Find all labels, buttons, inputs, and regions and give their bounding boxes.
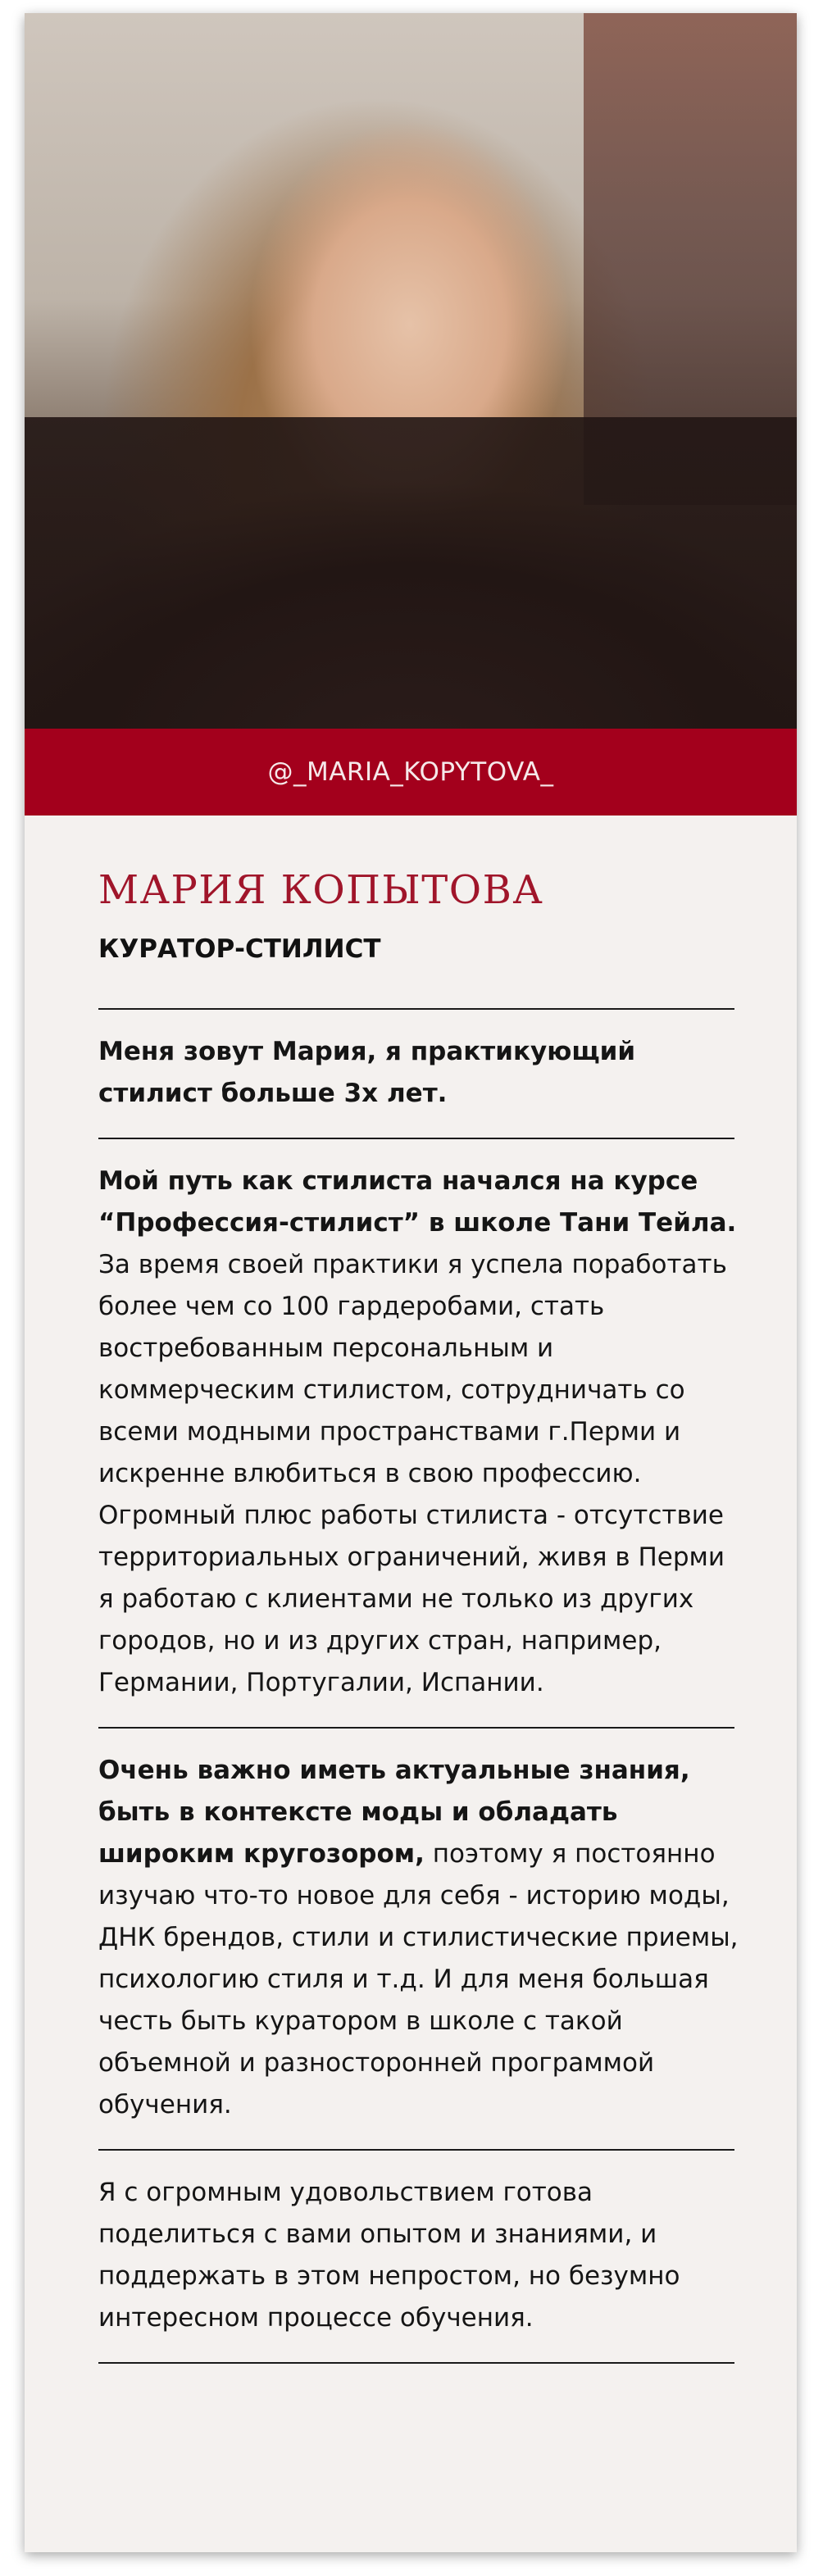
profile-photo [25,13,797,729]
profile-name: МАРИЯ КОПЫТОВА [98,867,544,913]
divider [98,1008,734,1010]
knowledge-bold-text: Очень важно иметь актуальные знания, быть в контексте моды и обладать широким кругозором, [98,1756,690,1869]
knowledge-text: поэтому я постоянно изучаю что-то новое для себя - историю моды, ДНК брендов, стили и стилистические приемы, психологию стиля и т.д. И для меня большая честь быть куратором в школе с такой объемной и разносторонней программой обучения. [98,1839,739,2119]
divider [98,1727,734,1729]
closing-paragraph: Я с огромным удовольствием готова поделиться с вами опытом и знаниями, и поддержать в этом непростом, но безумно интересном процессе обучения. [98,2178,680,2333]
profile-card [25,13,797,2552]
instagram-handle: @_MARIA_KOPYTOVA_ [267,757,554,787]
divider [98,2149,734,2151]
divider [98,1138,734,1139]
career-bold-text: Мой путь как стилиста начался на курсе “Профессия-стилист” в школе Тани Тейла. [98,1166,737,1238]
profile-role: КУРАТОР-СТИЛИСТ [98,934,381,964]
intro-paragraph [98,1031,746,1115]
instagram-handle-bar [25,729,797,816]
divider [98,2362,734,2364]
knowledge-paragraph [98,1750,746,2126]
career-text: За время своей практики я успела поработать более чем со 100 гардеробами, стать востребованным персональным и коммерческим стилистом, сотрудничать со всеми модными пространствами г.Перми и искренне влюбиться в свою профессию. Огромный плюс работы стилиста - отсутствие территориальных ограничений, живя в Перми я работаю с клиентами не только из других городов, но и из других стран, например, Германии, Португалии, Испании. [98,1250,727,1697]
photo-jacket-shape [25,417,797,729]
profile-content [98,865,746,2364]
career-paragraph [98,1161,746,1704]
intro-text: Меня зовут Мария, я практикующий стилист больше 3х лет. [98,1037,636,1108]
